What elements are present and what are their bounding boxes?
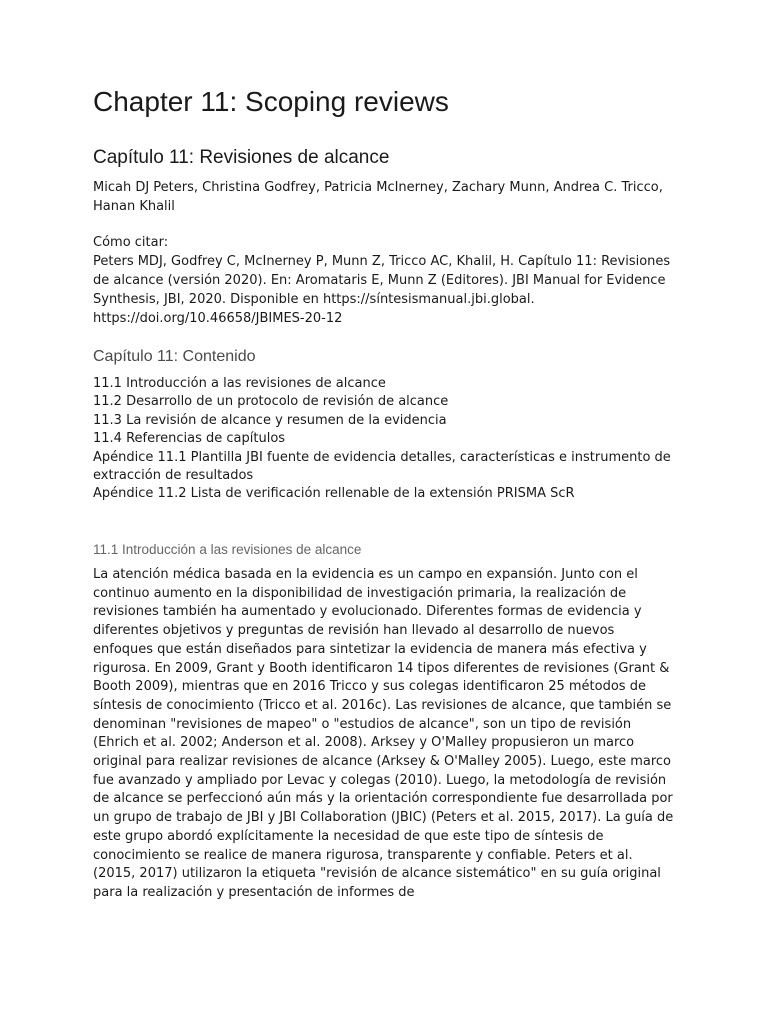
citation-label: Cómo citar: xyxy=(93,235,169,250)
chapter-title-spanish: Capítulo 11: Revisiones de alcance xyxy=(93,147,390,168)
contents-heading: Capítulo 11: Contenido xyxy=(93,348,256,365)
contents-item: Apéndice 11.1 Plantilla JBI fuente de evidencia detalles, características e instrumento de extracción de resultados xyxy=(93,449,671,484)
contents-list xyxy=(93,375,673,504)
section-heading: 11.1 Introducción a las revisiones de alcance xyxy=(93,542,362,557)
chapter-title: Chapter 11: Scoping reviews xyxy=(93,86,449,117)
contents-item: 11.4 Referencias de capítulos xyxy=(93,431,286,447)
contents-item: 11.2 Desarrollo de un protocolo de revisión de alcance xyxy=(93,394,449,410)
contents-item: 11.1 Introducción a las revisiones de alcance xyxy=(93,376,386,391)
contents-item: 11.3 La revisión de alcance y resumen de la evidencia xyxy=(93,412,447,428)
citation-text: Peters MDJ, Godfrey C, McInerney P, Munn Z, Tricco AC, Khalil, H. Capítulo 11: Revisiones de alcance (versión 2020). En: Aromataris E, Munn Z (Editores). JBI Manual for Evidence Synthesis, JBI, 2020. Disponible en https://síntesismanual.jbi.global. https://doi.org/10.46658/JBIMES-20-12 xyxy=(93,254,671,326)
section-paragraph: La atención médica basada en la evidencia es un campo en expansión. Junto con el continuo aumento en la disponibilidad de investigación primaria, la realización de revisiones también ha aumentado y evolucionado. Diferentes formas de evidencia y diferentes objetivos y preguntas de revisión han llevado al desarrollo de nuevos enfoques que están diseñados para sintetizar la evidencia de manera más efectiva y rigurosa. En 2009, Grant y Booth identificaron 14 tipos diferentes de revisiones (Grant & Booth 2009), mientras que en 2016 Tricco y sus colegas identificaron 25 métodos de síntesis de conocimiento (Tricco et al. 2016c). Las revisiones de alcance, que también se denominan "revisiones de mapeo" o "estudios de alcance", son un tipo de revisión (Ehrich et al. 2002; Anderson et al. 2008). Arksey y O'Malley propusieron un marco original para realizar revisiones de alcance (Arksey & O'Malley 2005). Luego, este marco fue avanzado y ampliado por Levac y colegas (2010). Luego, la metodología de revisión de alcance se perfeccionó aún más y la orientación correspondiente fue desarrollada por un grupo de trabajo de JBI y JBI Collaboration (JBIC) (Peters et al. 2015, 2017). La guía de este grupo abordó explícitamente la necesidad de que este tipo de síntesis de conocimiento se realice de manera rigurosa, transparente y confiable. Peters et al. (2015, 2017) utilizaron la etiqueta "revisión de alcance sistemático" en su guía original para la realización y presentación de informes de xyxy=(93,567,674,900)
authors: Micah DJ Peters, Christina Godfrey, Patricia McInerney, Zachary Munn, Andrea C. Tricco, Hanan Khalil xyxy=(93,180,663,214)
contents-item: Apéndice 11.2 Lista de verificación rellenable de la extensión PRISMA ScR xyxy=(93,486,575,502)
